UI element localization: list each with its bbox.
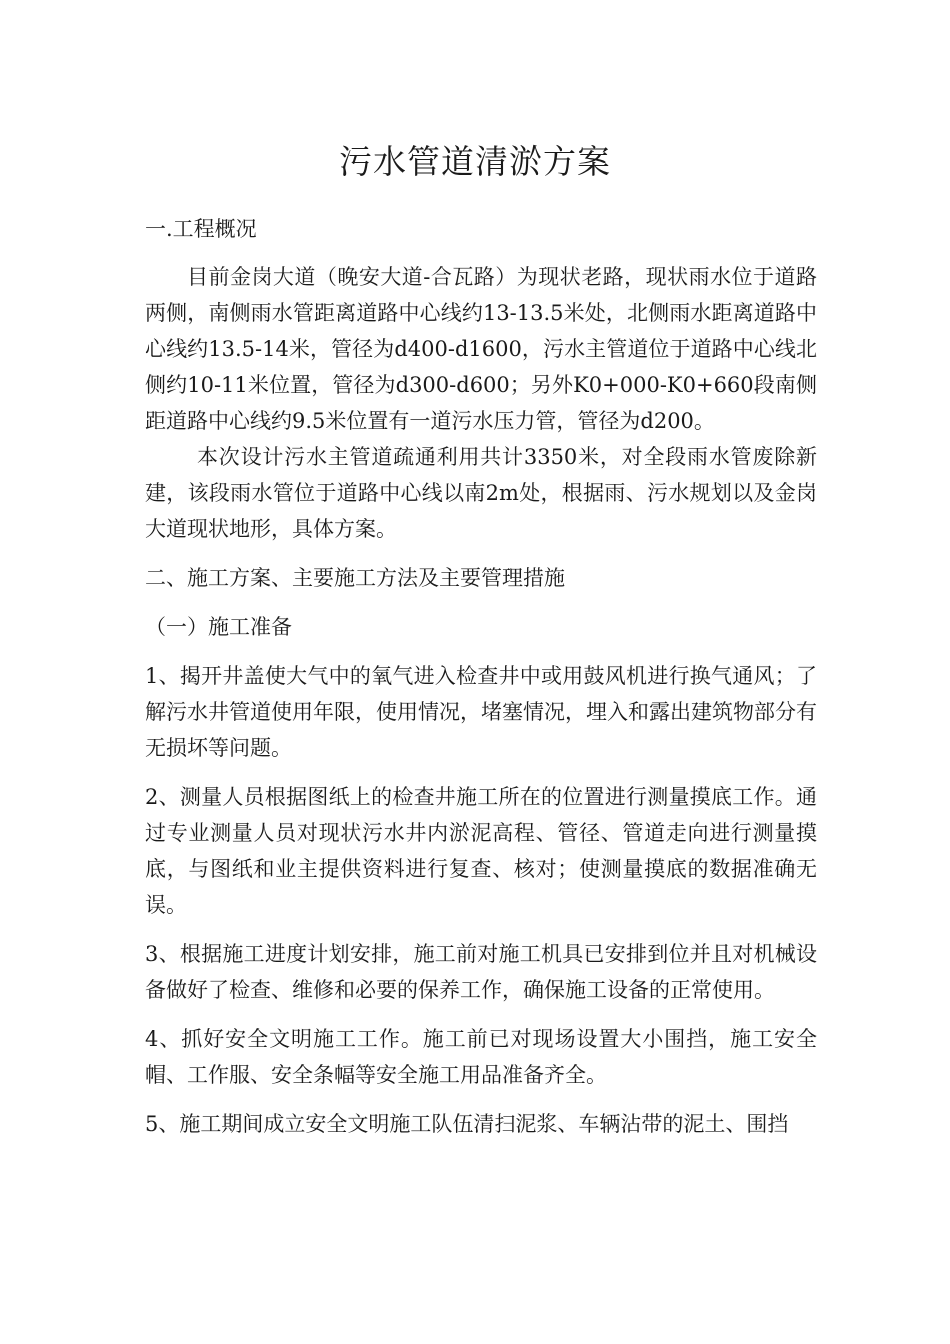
section-heading-overview: 一.工程概况 — [145, 217, 257, 241]
document-body — [145, 211, 817, 1142]
preparation-item: 5、施工期间成立安全文明施工队伍清扫泥浆、车辆沾带的泥土、围挡 — [145, 1112, 789, 1136]
section-heading-construction-plan: 二、施工方案、主要施工方法及主要管理措施 — [145, 566, 565, 590]
preparation-item: 2、测量人员根据图纸上的检查井施工所在的位置进行测量摸底工作。通过专业测量人员对现状污水井内淤泥高程、管径、管道走向进行测量摸底，与图纸和业主提供资料进行复查、核对；使测量摸底的数据准确无误。 — [145, 785, 817, 917]
document-title: 污水管道清淤方案 — [339, 142, 611, 181]
preparation-item: 1、揭开井盖使大气中的氧气进入检查井中或用鼓风机进行换气通风；了解污水井管道使用年限，使用情况，堵塞情况，埋入和露出建筑物部分有无损坏等问题。 — [145, 664, 817, 760]
preparation-item: 4、抓好安全文明施工工作。施工前已对现场设置大小围挡，施工安全帽、工作服、安全条幅等安全施工用品准备齐全。 — [145, 1027, 817, 1087]
preparation-item: 3、根据施工进度计划安排，施工前对施工机具已安排到位并且对机械设备做好了检查、维修和必要的保养工作，确保施工设备的正常使用。 — [145, 942, 817, 1002]
overview-paragraph: 本次设计污水主管道疏通利用共计3350米，对全段雨水管废除新建，该段雨水管位于道路中心线以南2m处，根据雨、污水规划以及金岗大道现状地形，具体方案。 — [145, 445, 817, 541]
overview-paragraph: 目前金岗大道（晚安大道-合瓦路）为现状老路，现状雨水位于道路两侧，南侧雨水管距离道路中心线约13-13.5米处，北侧雨水距离道路中心线约13.5-14米，管径为d400-d1600，污水主管道位于道路中心线北侧约10-11米位置，管径为d300-d600；另外K0+000-K0+660段南侧距道路中心线约9.5米位置有一道污水压力管，管径为d200。 — [145, 265, 817, 433]
subsection-heading-preparation: （一）施工准备 — [145, 615, 292, 639]
